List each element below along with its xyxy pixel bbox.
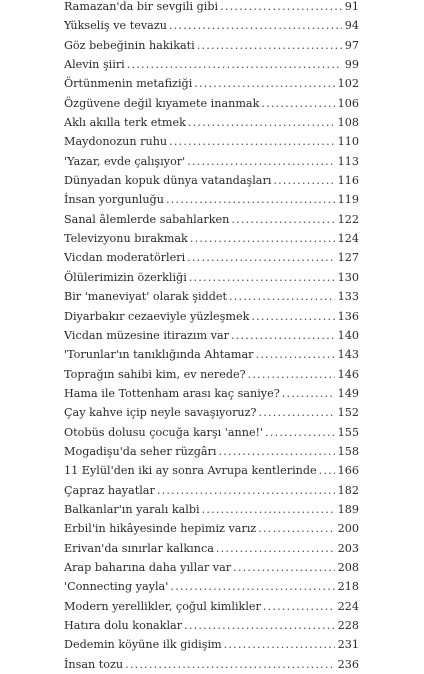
page-number: 200 <box>337 522 359 536</box>
entry-title: Mogadişu'da seher rüzgârı <box>64 444 217 458</box>
page-number: 203 <box>337 541 359 555</box>
entry-title: 'Torunlar'ın tanıklığında Ahtamar <box>64 348 254 362</box>
dot-leader <box>255 345 334 364</box>
toc-entry <box>64 461 359 480</box>
toc-entry <box>64 287 359 306</box>
table-of-contents <box>64 0 359 674</box>
dot-leader <box>319 461 335 480</box>
dot-leader <box>188 113 335 132</box>
page-number: 218 <box>337 580 359 594</box>
page-number: 99 <box>344 58 359 72</box>
entry-title: Vicdan müzesine itirazım var <box>64 328 229 342</box>
dot-leader <box>169 132 335 151</box>
page-number: 130 <box>337 270 359 284</box>
toc-entry <box>64 113 359 132</box>
entry-title: Erbil'in hikâyesinde hepimiz varız <box>64 522 257 536</box>
dot-leader <box>197 36 342 55</box>
toc-entry <box>64 248 359 267</box>
page-number: 228 <box>337 619 359 632</box>
toc-entry <box>64 519 359 538</box>
toc-entry <box>64 268 359 287</box>
entry-title: Bir 'maneviyat' olarak şiddet <box>64 290 227 304</box>
dot-leader <box>231 326 335 345</box>
entry-title: Hatıra dolu konaklar <box>64 619 183 632</box>
toc-entry <box>64 94 359 113</box>
toc-entry <box>64 481 359 500</box>
entry-title: Otobüs dolusu çocuğa karşı 'anne!' <box>64 425 264 439</box>
page-number: 113 <box>337 154 359 168</box>
dot-leader <box>261 94 334 113</box>
entry-title: Örtünmenin metafiziği <box>64 77 193 91</box>
page-number: 108 <box>337 116 359 130</box>
toc-entry <box>64 539 359 558</box>
toc-entry <box>64 55 359 74</box>
page-number: 110 <box>337 135 359 149</box>
dot-leader <box>251 307 334 326</box>
toc-entry <box>64 635 359 654</box>
page-number: 189 <box>337 502 359 516</box>
page-number: 97 <box>344 38 359 52</box>
toc-entry <box>64 577 359 596</box>
entry-title: Toprağın sahibi kim, ev nerede? <box>64 367 246 381</box>
dot-leader <box>187 152 334 171</box>
entry-title: 'Yazar, evde çalışıyor' <box>64 154 186 168</box>
toc-entry <box>64 16 359 35</box>
entry-title: Yükseliş ve tevazu <box>64 19 167 33</box>
toc-entry <box>64 500 359 519</box>
entry-title: Balkanlar'ın yaralı kalbi <box>64 502 200 516</box>
entry-title: Göz bebeğinin hakikati <box>64 38 195 52</box>
dot-leader <box>169 16 342 35</box>
dot-leader <box>233 558 335 577</box>
page-number: 136 <box>337 309 359 323</box>
page-number: 208 <box>337 560 359 574</box>
page-number: 146 <box>337 367 359 381</box>
entry-title: Modern yerellikler, çoğul kimlikler <box>64 599 261 613</box>
page-number: 158 <box>337 444 359 458</box>
entry-title: İnsan tozu <box>64 657 124 671</box>
page-number: 127 <box>337 251 359 265</box>
page-number: 231 <box>337 638 359 652</box>
dot-leader <box>259 403 335 422</box>
dot-leader <box>170 577 334 596</box>
page-number: 102 <box>337 77 359 91</box>
entry-title: Sanal âlemlerde sabahlarken <box>64 212 230 226</box>
toc-entry <box>64 365 359 384</box>
entry-title: Çapraz hayatlar <box>64 483 155 497</box>
toc-entry <box>64 74 359 93</box>
entry-title: İnsan yorgunluğu <box>64 193 164 207</box>
entry-title: Özgüvene değil kıyamete inanmak <box>64 96 260 110</box>
dot-leader <box>202 500 335 519</box>
toc-entry <box>64 442 359 461</box>
dot-leader <box>224 635 335 654</box>
dot-leader <box>127 55 342 74</box>
dot-leader <box>258 519 334 538</box>
dot-leader <box>187 248 334 267</box>
entry-title: Ölülerimizin özerkliği <box>64 270 187 284</box>
entry-title: Dünyadan kopuk dünya vatandaşları <box>64 174 272 188</box>
entry-title: Alevin şiiri <box>64 58 125 72</box>
entry-title: Erivan'da sınırlar kalkınca <box>64 541 214 555</box>
toc-entry <box>64 558 359 577</box>
dot-leader <box>194 74 334 93</box>
entry-title: Ramazan'da bir sevgili gibi <box>64 0 219 13</box>
entry-title: Aklı akılla terk etmek <box>64 116 186 130</box>
dot-leader <box>248 365 335 384</box>
page-number: 143 <box>337 348 359 362</box>
toc-entry <box>64 616 359 635</box>
dot-leader <box>157 481 335 500</box>
dot-leader <box>229 287 335 306</box>
toc-entry <box>64 307 359 326</box>
entry-title: Dedemin köyüne ilk gidişim <box>64 638 222 652</box>
toc-entry <box>64 384 359 403</box>
page-number: 133 <box>337 290 359 304</box>
dot-leader <box>220 0 342 16</box>
entry-title: Diyarbakır cezaeviyle yüzleşmek <box>64 309 250 323</box>
dot-leader <box>231 210 334 229</box>
toc-entry <box>64 345 359 364</box>
dot-leader <box>218 442 334 461</box>
dot-leader <box>190 229 335 248</box>
page-number: 236 <box>337 657 359 671</box>
entry-title: 11 Eylül'den iki ay sonra Avrupa kentlerinde <box>64 464 317 478</box>
toc-entry <box>64 36 359 55</box>
toc-entry <box>64 132 359 151</box>
toc-entry <box>64 171 359 190</box>
dot-leader <box>282 384 335 403</box>
dot-leader <box>273 171 334 190</box>
page-number: 124 <box>337 232 359 246</box>
entry-title: Hama ile Tottenham arası kaç saniye? <box>64 386 280 400</box>
page-number: 166 <box>337 464 359 478</box>
toc-entry <box>64 190 359 209</box>
dot-leader <box>166 190 335 209</box>
toc-entry <box>64 655 359 674</box>
page-number: 116 <box>337 174 359 188</box>
toc-entry <box>64 403 359 422</box>
toc-entry <box>64 423 359 442</box>
page-number: 149 <box>337 386 359 400</box>
toc-entry <box>64 326 359 345</box>
toc-entry <box>64 210 359 229</box>
page-number: 155 <box>337 425 359 439</box>
dot-leader <box>216 539 335 558</box>
page-number: 91 <box>344 0 359 13</box>
entry-title: Maydonozun ruhu <box>64 135 168 149</box>
page-number: 106 <box>337 96 359 110</box>
dot-leader <box>184 616 335 635</box>
dot-leader <box>125 655 335 674</box>
entry-title: Çay kahve içip neyle savaşıyoruz? <box>64 406 257 420</box>
page-number: 94 <box>344 19 359 33</box>
dot-leader <box>265 423 335 442</box>
dot-leader <box>189 268 335 287</box>
toc-entry <box>64 229 359 248</box>
page-number: 119 <box>337 193 359 207</box>
page-number: 140 <box>337 328 359 342</box>
entry-title: Vicdan moderatörleri <box>64 251 186 265</box>
page-number: 224 <box>337 599 359 613</box>
page-number: 122 <box>337 212 359 226</box>
entry-title: Televizyonu bırakmak <box>64 232 188 246</box>
toc-entry <box>64 152 359 171</box>
page-number: 152 <box>337 406 359 420</box>
toc-entry <box>64 0 359 16</box>
entry-title: 'Connecting yayla' <box>64 580 169 594</box>
page-number: 182 <box>337 483 359 497</box>
entry-title: Arap baharına daha yıllar var <box>64 560 232 574</box>
